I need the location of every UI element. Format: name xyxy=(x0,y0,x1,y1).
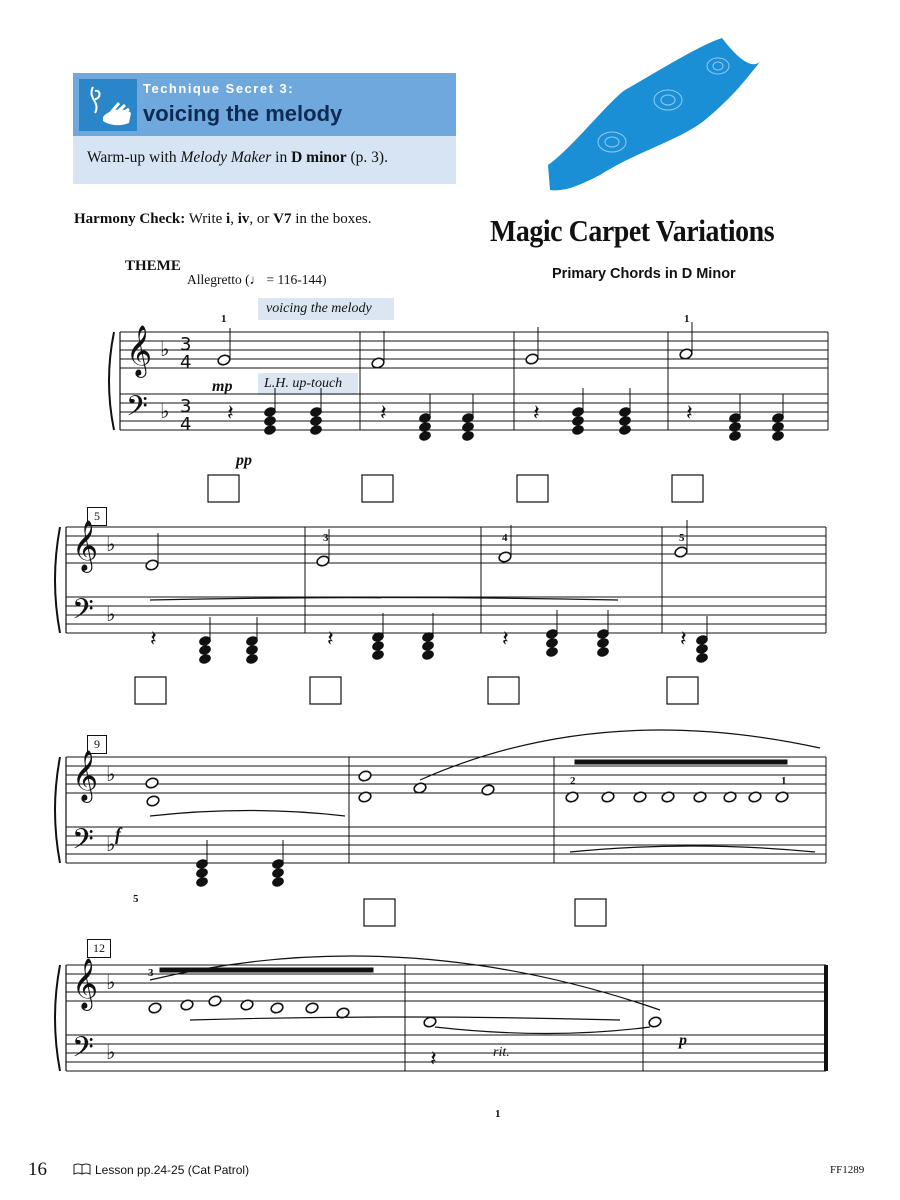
harmony-answer-box xyxy=(310,677,341,704)
chord-note xyxy=(309,424,322,435)
chord-note xyxy=(371,640,384,651)
chord-note xyxy=(461,430,474,441)
chord-note xyxy=(596,637,609,648)
chord-note xyxy=(309,415,322,426)
slur xyxy=(420,730,820,780)
measure-number-9: 9 xyxy=(87,735,107,754)
harmony-answer-box xyxy=(488,677,519,704)
chord-note xyxy=(245,653,258,664)
key-signature-flat: ♭ xyxy=(160,337,170,361)
key-signature-flat: ♭ xyxy=(106,832,116,856)
fingering: 3 xyxy=(148,967,154,979)
fingering: 1 xyxy=(781,775,787,787)
warmup-key: D minor xyxy=(291,149,347,166)
dynamic-f: f xyxy=(115,824,121,844)
note-head xyxy=(270,1002,284,1015)
measure-number-12: 12 xyxy=(87,939,111,958)
harmony-answer-box xyxy=(362,475,393,502)
fingering: 5 xyxy=(133,893,139,905)
lesson-reference: Lesson pp.24-25 (Cat Patrol) xyxy=(95,1163,250,1177)
key-signature-flat: ♭ xyxy=(106,762,116,786)
note-head xyxy=(145,777,159,790)
harmony-check-text: Write xyxy=(185,211,227,227)
chord-note xyxy=(771,430,784,441)
harmony-sep: , xyxy=(230,211,238,227)
note-head xyxy=(498,551,512,564)
chord-note xyxy=(695,643,708,654)
harmony-answer-box xyxy=(364,899,395,926)
treble-clef: 𝄞 xyxy=(72,520,99,571)
bass-clef: 𝄢 xyxy=(72,593,94,633)
quarter-rest: 𝄽 xyxy=(227,401,234,426)
grand-staff-brace xyxy=(55,527,60,633)
treble-clef: 𝄞 xyxy=(72,750,99,801)
chord-note xyxy=(728,430,741,441)
grand-staff-brace xyxy=(109,332,114,430)
time-signature: 4 xyxy=(180,414,192,435)
measure-number-5: 5 xyxy=(87,507,107,526)
note-head xyxy=(674,546,688,559)
chord-note xyxy=(571,424,584,435)
chord-note xyxy=(421,649,434,660)
warmup-piece: Melody Maker xyxy=(180,149,272,166)
harmony-answer-box xyxy=(575,899,606,926)
harmony-answer-box xyxy=(135,677,166,704)
quarter-rest: 𝄽 xyxy=(327,627,334,652)
note-head xyxy=(648,1016,662,1029)
chord-note xyxy=(618,415,631,426)
harmony-answer-box xyxy=(672,475,703,502)
magic-carpet-illustration xyxy=(548,38,760,190)
warmup-pre: Warm-up with xyxy=(87,149,181,166)
piece-title: Magic Carpet Variations xyxy=(490,213,775,248)
quarter-rest: 𝄽 xyxy=(533,401,540,426)
note-head xyxy=(148,1002,162,1015)
chord-note xyxy=(198,644,211,655)
quarter-rest: 𝄽 xyxy=(680,627,687,652)
treble-clef: 𝄞 xyxy=(72,958,99,1009)
chord-note xyxy=(263,415,276,426)
key-signature-flat: ♭ xyxy=(160,399,170,423)
harmony-check-label: Harmony Check: xyxy=(74,211,186,227)
note-head xyxy=(525,353,539,366)
technique-label: Technique Secret 3: xyxy=(143,81,295,96)
chord-note xyxy=(421,640,434,651)
chord-note xyxy=(271,876,284,887)
fingering: 5 xyxy=(679,532,685,544)
chord-note xyxy=(695,652,708,663)
key-signature-flat: ♭ xyxy=(106,532,116,556)
section-label: THEME xyxy=(125,258,181,274)
note-head xyxy=(305,1002,319,1015)
chord-note xyxy=(728,421,741,432)
tempo-marking: Allegretto (♩ = 116-144) xyxy=(187,272,327,287)
note-head xyxy=(316,555,330,568)
fingering: 3 xyxy=(323,532,329,544)
note-head xyxy=(358,770,372,783)
chord-note xyxy=(271,867,284,878)
chord-note xyxy=(418,421,431,432)
lh-touch-marking: L.H. up-touch xyxy=(264,376,343,391)
chord-note xyxy=(571,415,584,426)
fingering: 1 xyxy=(221,313,227,325)
bass-clef: 𝄢 xyxy=(72,823,94,863)
bass-clef: 𝄢 xyxy=(72,1031,94,1071)
note-head xyxy=(481,784,495,797)
harmony-answer-box xyxy=(667,677,698,704)
note-head xyxy=(217,354,231,367)
chord-note xyxy=(195,876,208,887)
warmup-mid: in xyxy=(271,149,292,166)
harmony-option-i: i xyxy=(226,211,231,227)
fingering: 2 xyxy=(570,775,576,787)
beam xyxy=(160,968,373,972)
harmony-sep: , or xyxy=(249,211,274,227)
piece-subtitle: Primary Chords in D Minor xyxy=(552,266,736,282)
fingering: 4 xyxy=(502,532,508,544)
slur xyxy=(150,598,618,601)
grand-staff-brace xyxy=(55,757,60,863)
quarter-rest: 𝄽 xyxy=(380,401,387,426)
chord-note xyxy=(545,646,558,657)
dynamic-pp: pp xyxy=(236,452,252,469)
chord-note xyxy=(461,421,474,432)
quarter-rest: 𝄽 xyxy=(430,1047,437,1072)
chord-note xyxy=(545,637,558,648)
note-head xyxy=(208,995,222,1008)
dynamic-p: p xyxy=(679,1032,687,1049)
harmony-end: in the boxes. xyxy=(291,211,372,227)
harmony-option-iv: iv xyxy=(237,211,250,227)
fingering: 1 xyxy=(495,1108,501,1120)
treble-clef: 𝄞 xyxy=(126,325,153,376)
chord-note xyxy=(618,424,631,435)
page-number: 16 xyxy=(28,1159,47,1180)
slur xyxy=(435,1027,650,1034)
warmup-post: (p. 3). xyxy=(346,149,388,166)
ritardando-marking: rit. xyxy=(493,1045,510,1060)
slur xyxy=(570,846,815,852)
quarter-rest: 𝄽 xyxy=(686,401,693,426)
key-signature-flat: ♭ xyxy=(106,1040,116,1064)
chord-note xyxy=(195,867,208,878)
harmony-answer-box xyxy=(208,475,239,502)
harmony-option-v7: V7 xyxy=(273,211,292,227)
chord-note xyxy=(596,646,609,657)
note-head xyxy=(145,559,159,572)
voicing-marking: voicing the melody xyxy=(266,301,372,316)
harmony-answer-box xyxy=(517,475,548,502)
chord-note xyxy=(771,421,784,432)
key-signature-flat: ♭ xyxy=(106,970,116,994)
beam xyxy=(575,760,787,764)
chord-note xyxy=(418,430,431,441)
note-head xyxy=(146,795,160,808)
grand-staff-brace xyxy=(55,965,60,1071)
chord-note xyxy=(198,653,211,664)
key-signature-flat: ♭ xyxy=(106,602,116,626)
time-signature: 3 xyxy=(180,334,192,355)
bass-clef: 𝄢 xyxy=(126,390,148,430)
technique-title: voicing the melody xyxy=(143,101,343,126)
dynamic-mp: mp xyxy=(212,378,233,395)
fingering: 1 xyxy=(684,313,690,325)
chord-note xyxy=(263,424,276,435)
quarter-rest: 𝄽 xyxy=(150,627,157,652)
time-signature: 4 xyxy=(180,352,192,373)
slur xyxy=(150,811,345,817)
catalog-code: FF1289 xyxy=(830,1164,865,1176)
chord-note xyxy=(245,644,258,655)
quarter-rest: 𝄽 xyxy=(502,627,509,652)
chord-note xyxy=(371,649,384,660)
time-signature: 3 xyxy=(180,396,192,417)
